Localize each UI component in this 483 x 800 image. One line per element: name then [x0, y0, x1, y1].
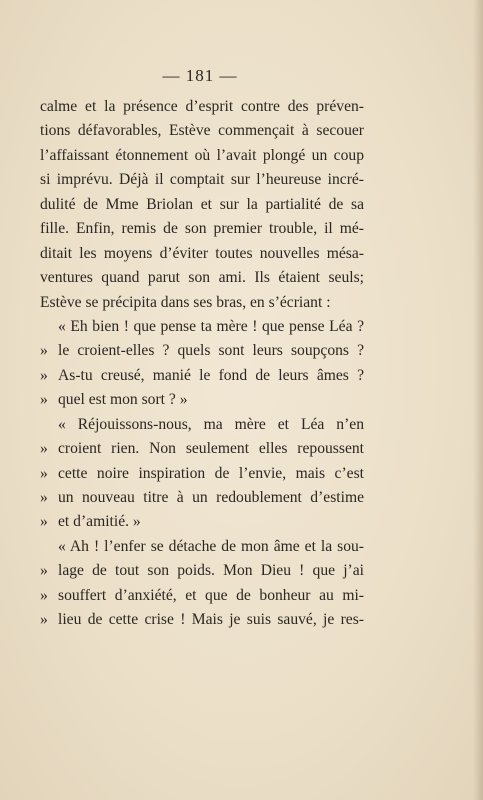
- quote-mark: »: [40, 611, 48, 629]
- quote-mark: »: [40, 366, 48, 384]
- text-line: calme et la présence d’esprit contre des préven-: [40, 98, 364, 115]
- line-text: et d’amitié. »: [58, 513, 141, 531]
- text-line: [40, 462, 364, 486]
- text-line: ventures quand parut son ami. Ils étaient seuls;: [40, 269, 364, 287]
- text-line: « Réjouissons-nous, ma mère et Léa n’en: [58, 415, 364, 433]
- body-text: [40, 95, 364, 633]
- text-line: [40, 388, 364, 412]
- line-text: croient rien. Non seulement elles repoussent: [58, 440, 364, 458]
- text-line: [40, 584, 364, 608]
- text-line: [40, 339, 364, 363]
- quote-mark: »: [40, 464, 48, 482]
- text-line: « Eh bien ! que pense ta mère ! que pense Léa ?: [58, 317, 364, 335]
- line-text: quel est mon sort ? »: [58, 391, 188, 409]
- text-line: Estève se précipita dans ses bras, en s’écriant :: [40, 293, 331, 311]
- text-line: l’affaissant étonnement où l’avait plongé un coup: [40, 146, 364, 164]
- text-line: [40, 608, 364, 632]
- quote-mark: »: [40, 586, 48, 604]
- quote-mark: »: [40, 513, 48, 531]
- line-text: As-tu creusé, manié le fond de leurs âmes ?: [58, 366, 364, 384]
- text-line: [40, 437, 364, 461]
- page-edge-shadow: [473, 0, 483, 800]
- text-line: « Ah ! l’enfer se détache de mon âme et la sou-: [58, 537, 364, 555]
- quote-mark: »: [40, 440, 48, 458]
- text-line: ditait les moyens d’éviter toutes nouvelles mésa-: [40, 244, 364, 262]
- text-line: [40, 510, 364, 534]
- text-line: [40, 486, 364, 510]
- text-line: fille. Enfin, remis de son premier trouble, il mé-: [40, 220, 364, 238]
- line-text: souffert d’anxiété, et que de bonheur au mi-: [58, 586, 364, 604]
- text-line: dulité de Mme Briolan et sur la partialité de sa: [40, 195, 364, 213]
- line-text: cette noire inspiration de l’envie, mais c’est: [58, 464, 364, 482]
- text-line: tions défavorables, Estève commençait à secouer: [40, 122, 364, 140]
- text-line: [40, 559, 364, 583]
- text-line: si imprévu. Déjà il comptait sur l’heureuse incré-: [40, 171, 364, 189]
- quote-mark: »: [40, 489, 48, 506]
- line-text: un nouveau titre à un redoublement d’estime: [58, 489, 364, 506]
- quote-mark: »: [40, 342, 48, 360]
- line-text: lage de tout son poids. Mon Dieu ! que j’ai: [58, 562, 364, 580]
- quote-mark: »: [40, 562, 48, 580]
- line-text: le croient-elles ? quels sont leurs soupçons ?: [58, 342, 364, 360]
- text-line: [40, 364, 364, 388]
- page-number: — 181 —: [162, 66, 238, 85]
- quote-mark: »: [40, 391, 48, 409]
- line-text: lieu de cette crise ! Mais je suis sauvé, je res-: [58, 611, 364, 629]
